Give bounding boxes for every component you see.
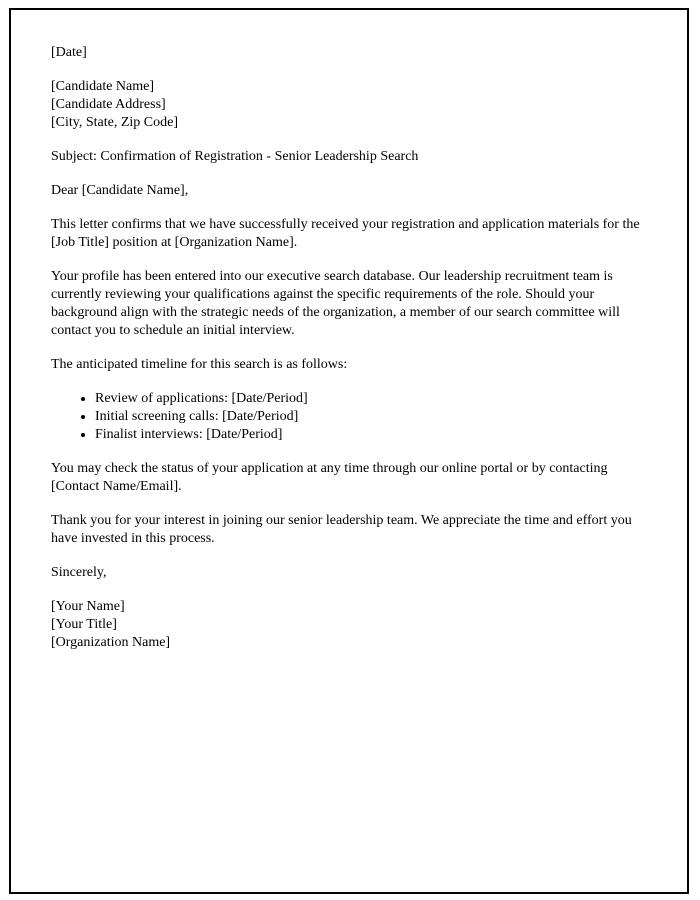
signature-title: [Your Title] xyxy=(51,617,117,632)
timeline-item-review: • Review of applications: [Date/Period] xyxy=(95,390,647,408)
timeline-item-finalist: • Finalist interviews: [Date/Period] xyxy=(95,426,647,444)
recipient-name: [Candidate Name] xyxy=(51,79,155,94)
timeline-item-screening: • Initial screening calls: [Date/Period] xyxy=(95,408,647,426)
paragraph-review-process: Your profile has been entered into our executive search database. Our leadership recruitment team is currently reviewing your qualifications against the specific requirements of the role. Should your background align with the strategic needs of the organization, a member of our search committee will contact you to schedule an initial interview. xyxy=(51,269,620,338)
paragraph-thank-you: Thank you for your interest in joining our senior leadership team. We appreciate the time and effort you have invested in this process. xyxy=(51,513,632,546)
closing: Sincerely, xyxy=(51,565,107,580)
letter-page xyxy=(9,8,689,894)
paragraph-status-check: You may check the status of your application at any time through our online portal or by contacting [Contact Name/Email]. xyxy=(51,461,608,494)
signature-block xyxy=(51,598,647,652)
signature-organization: [Organization Name] xyxy=(51,635,171,650)
timeline-list xyxy=(51,390,647,444)
recipient-address: [Candidate Address] xyxy=(51,97,166,112)
date-line: [Date] xyxy=(51,45,87,60)
recipient-city-state-zip: [City, State, Zip Code] xyxy=(51,115,179,130)
signature-name: [Your Name] xyxy=(51,599,125,614)
recipient-block xyxy=(51,78,647,132)
paragraph-confirmation: This letter confirms that we have successfully received your registration and application materials for the [Job Title] position at [Organization Name]. xyxy=(51,217,640,250)
subject-line: Subject: Confirmation of Registration - Senior Leadership Search xyxy=(51,149,419,164)
salutation: Dear [Candidate Name], xyxy=(51,183,189,198)
date-block xyxy=(51,44,647,62)
paragraph-timeline-intro: The anticipated timeline for this search is as follows: xyxy=(51,357,348,372)
